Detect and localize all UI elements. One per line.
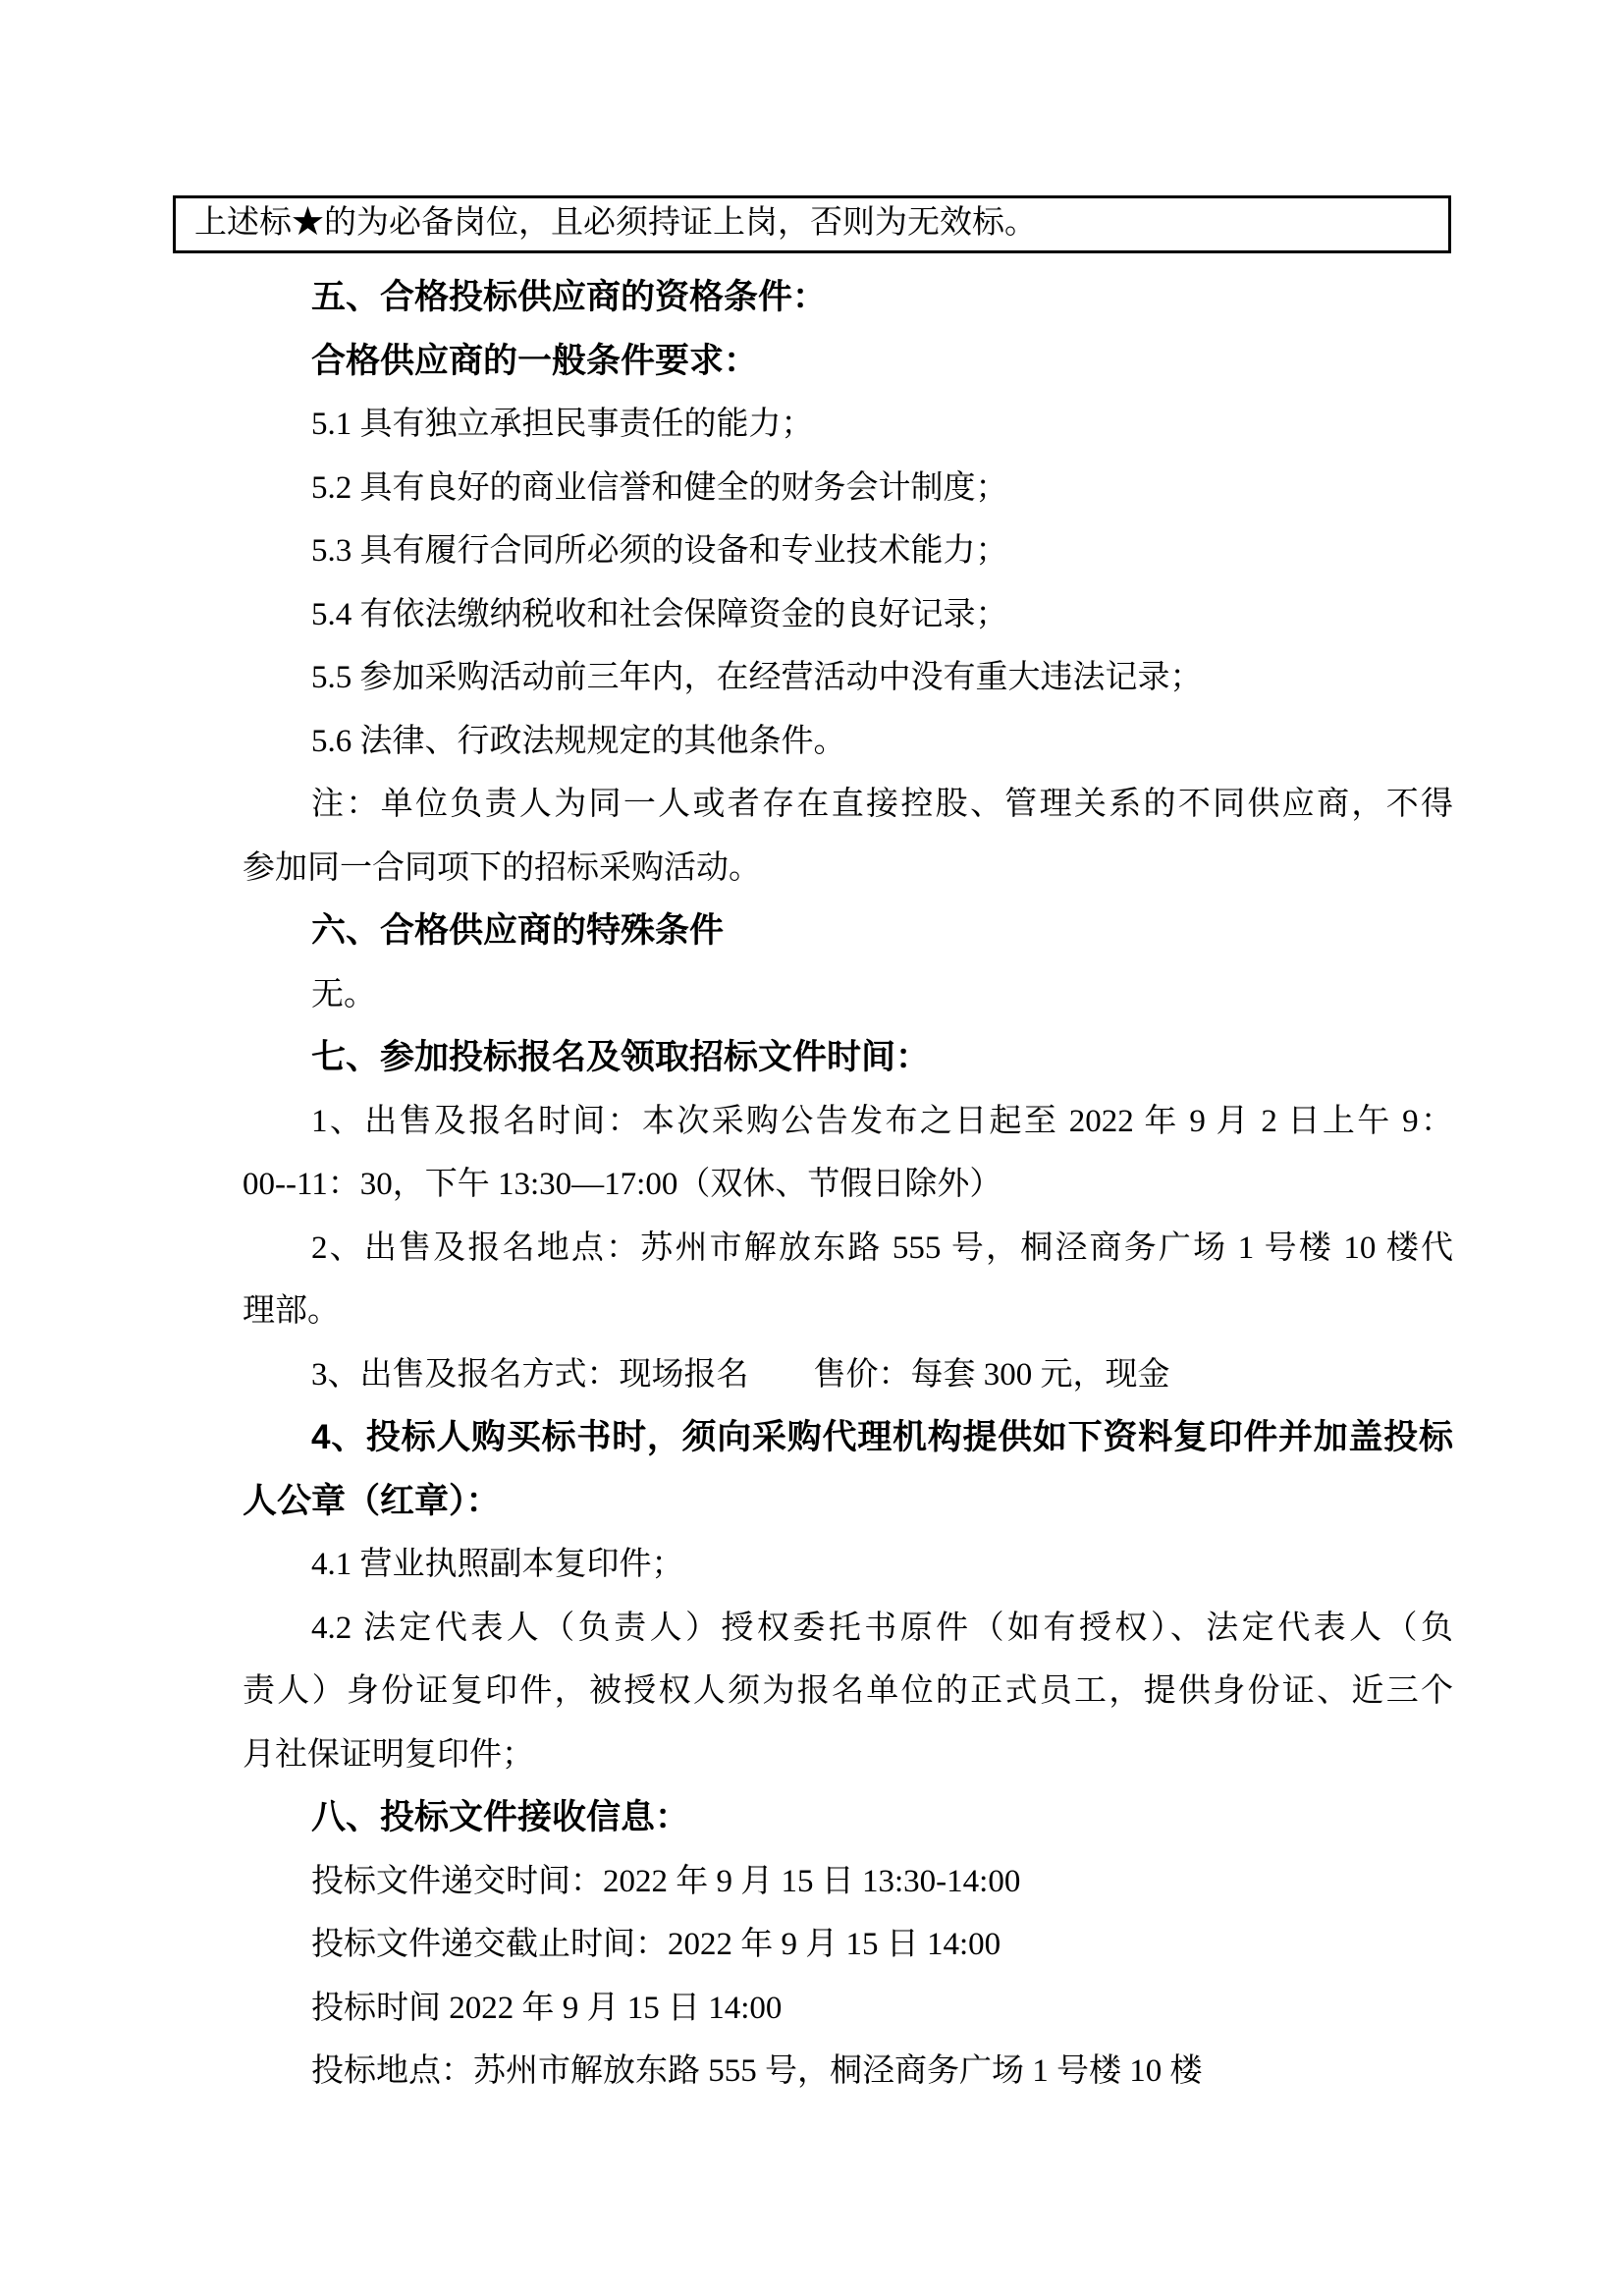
paragraph-line: 5.2 具有良好的商业信誉和健全的财务会计制度；: [311, 469, 1008, 506]
paragraph-line: 投标文件递交截止时间：2022 年 9 月 15 日 14:00: [311, 1927, 1001, 1962]
paragraph-line: 00--11：30，下午 13:30—17:00（双休、节假日除外）: [243, 1167, 1002, 1202]
paragraph-line: 4、投标人购买标书时，须向采购代理机构提供如下资料复印件并加盖投标: [311, 1418, 1453, 1456]
paragraph-line: 1、出售及报名时间：本次采购公告发布之日起至 2022 年 9 月 2 日上午 9：: [311, 1103, 1453, 1139]
notice-text: 上述标★的为必备岗位，且必须持证上岗，否则为无效标。: [194, 205, 1037, 241]
paragraph-line: 无。: [311, 976, 376, 1012]
paragraph-line: 参加同一合同项下的招标采购活动。: [243, 849, 761, 886]
document-body: [243, 266, 1453, 2104]
paragraph-line: 六、合格供应商的特殊条件: [311, 911, 725, 950]
paragraph-line: 月社保证明复印件；: [243, 1736, 534, 1773]
paragraph-line: 3、出售及报名方式：现场报名 售价：每套 300 元，现金: [311, 1356, 1170, 1393]
paragraph-line: 合格供应商的一般条件要求：: [311, 341, 759, 380]
paragraph-line: 七、参加投标报名及领取招标文件时间：: [311, 1038, 931, 1076]
paragraph-line: 人公章（红章）：: [243, 1481, 501, 1520]
paragraph-line: 理部。: [243, 1293, 340, 1329]
paragraph-line: 投标文件递交时间：2022 年 9 月 15 日 13:30-14:00: [311, 1863, 1021, 1899]
paragraph-line: 责人）身份证复印件，被授权人须为报名单位的正式员工，提供身份证、近三个: [243, 1673, 1453, 1709]
paragraph-line: 注：单位负责人为同一人或者存在直接控股、管理关系的不同供应商，不得: [311, 787, 1453, 822]
paragraph-line: 五、合格投标供应商的资格条件：: [311, 278, 828, 316]
paragraph-line: 4.2 法定代表人（负责人）授权委托书原件（如有授权）、法定代表人（负: [311, 1610, 1453, 1646]
paragraph-line: 投标时间 2022 年 9 月 15 日 14:00: [311, 1990, 783, 2026]
paragraph-line: 5.3 具有履行合同所必须的设备和专业技术能力；: [311, 533, 1008, 569]
paragraph-line: 5.6 法律、行政法规规定的其他条件。: [311, 723, 846, 759]
paragraph-line: 5.5 参加采购活动前三年内，在经营活动中没有重大违法记录；: [311, 660, 1203, 695]
paragraph-line: 5.1 具有独立承担民事责任的能力；: [311, 407, 814, 442]
paragraph-line: 5.4 有依法缴纳税收和社会保障资金的良好记录；: [311, 596, 1008, 632]
paragraph-line: 八、投标文件接收信息：: [311, 1798, 690, 1836]
paragraph-line: 投标地点：苏州市解放东路 555 号，桐泾商务广场 1 号楼 10 楼: [311, 2053, 1203, 2089]
paragraph-line: 4.1 营业执照副本复印件；: [311, 1547, 684, 1582]
notice-box: [173, 195, 1451, 253]
paragraph-line: 2、出售及报名地点：苏州市解放东路 555 号，桐泾商务广场 1 号楼 10 楼代: [311, 1230, 1453, 1266]
